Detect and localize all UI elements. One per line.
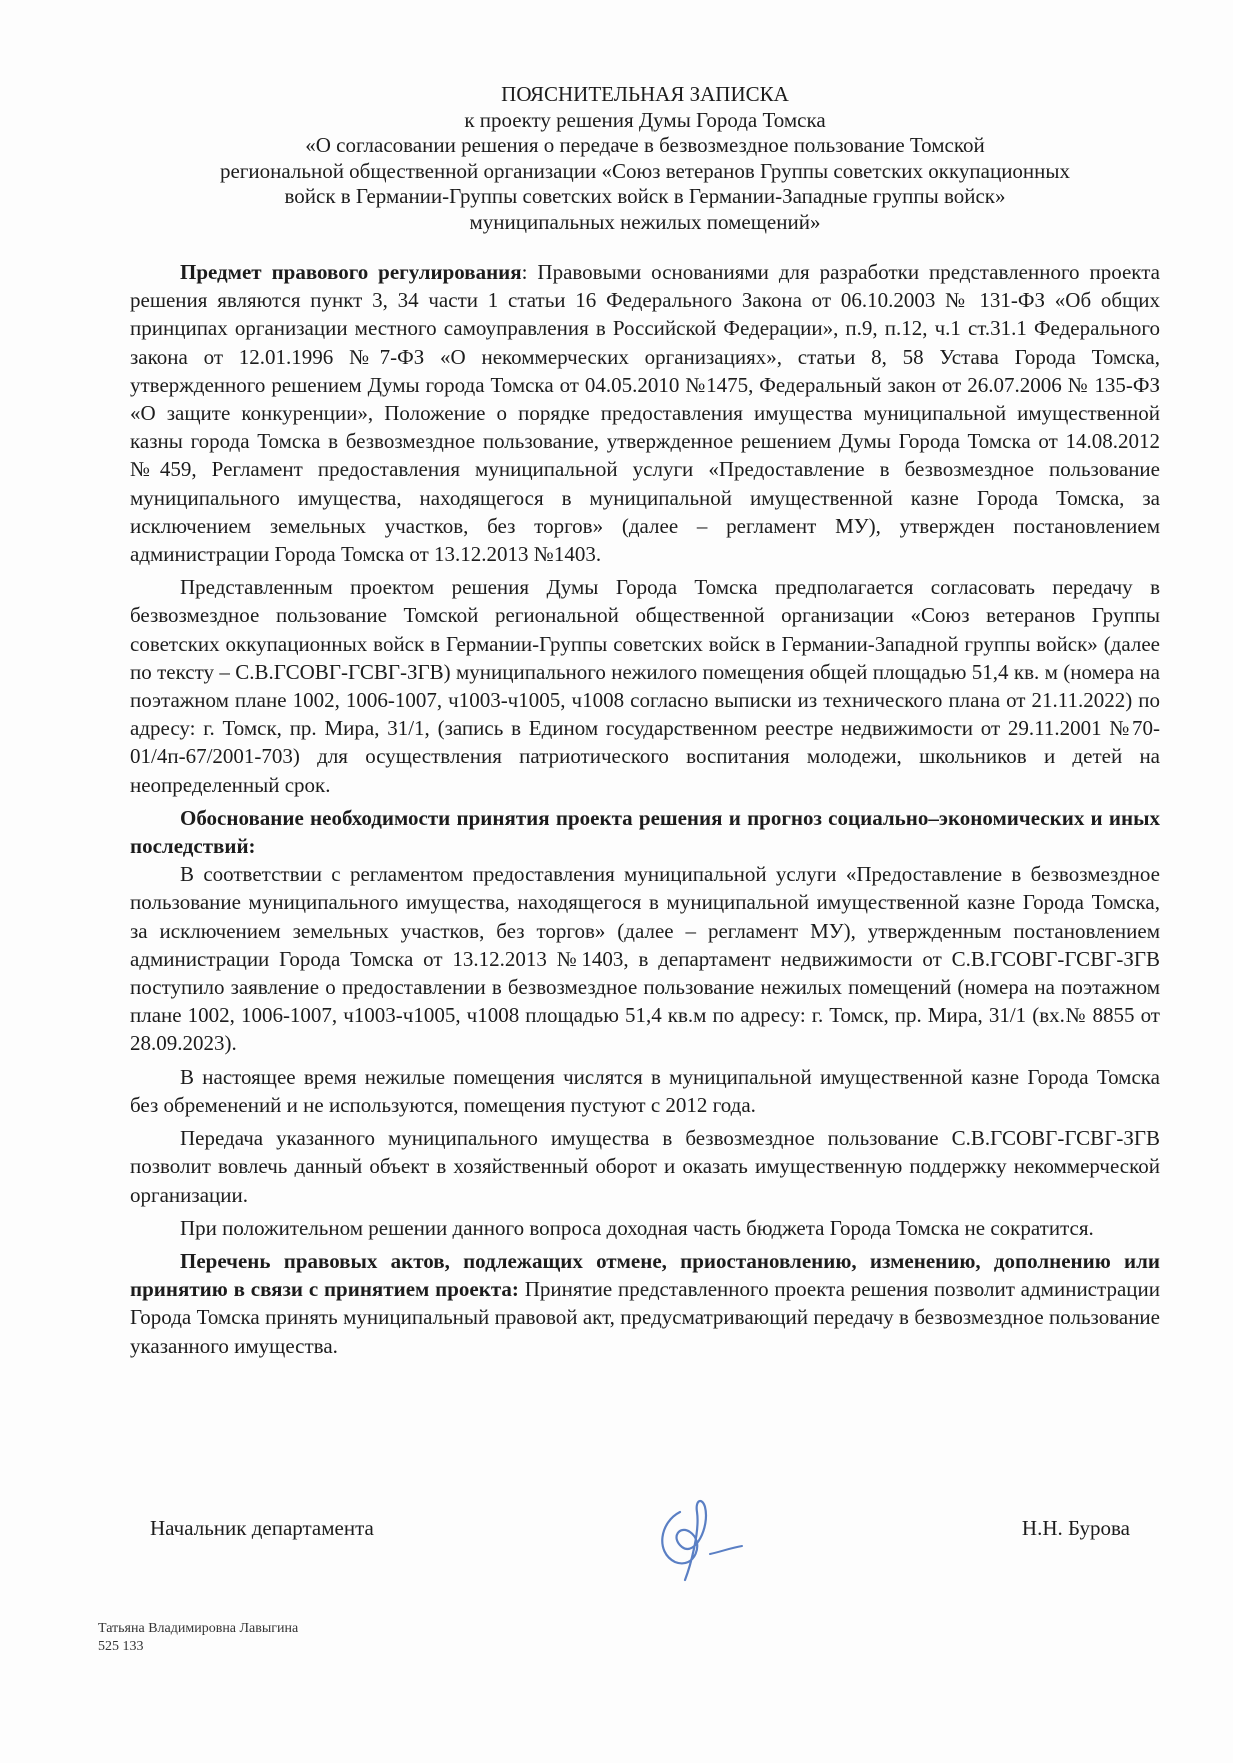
heading-legal-acts: Перечень правовых актов, подлежащих отмене, приостановлению, изменению, дополнению или принятию в связи с принятием проекта: bbox=[130, 1248, 1160, 1302]
paragraph-budget bbox=[130, 1214, 1160, 1242]
signer-position: Начальник департамента bbox=[150, 1516, 374, 1540]
heading-justification: Обоснование необходимости принятия проекта решения и прогноз социально–экономических и иных последствий: bbox=[130, 805, 1160, 859]
document-body bbox=[130, 258, 1160, 1360]
title-line-2: «О согласовании решения о передаче в безвозмездное пользование Томской bbox=[305, 133, 985, 157]
paragraph-legal-acts bbox=[130, 1247, 1160, 1360]
paragraph-regulation-subject bbox=[130, 258, 1160, 568]
heading-regulation-subject: Предмет правового регулирования bbox=[180, 260, 522, 284]
text-regulation-subject: : Правовыми основаниями для разработки представленного проекта решения являются пункт 3, 34 части 1 статьи 16 Федерального Закона от 06.10.2003 № 131-ФЗ «Об общих принципах организации местного самоуправления в Российской Федерации», п.9, п.12, ч.1 ст.31.1 Федерального закона от 12.01.1996 №7-ФЗ «О некоммерческих организациях», статьи 8, 58 Устава Города Томска, утвержденного решением Думы города Томска от 04.05.2010 №1475, Федеральный закон от 26.07.2006 № 135-ФЗ «О защите конкуренции», Положение о порядке предоставления имущества муниципальной имущественной казны города Томска в безвозмездное пользование, утвержденное решением Думы Города Томска от 14.08.2012 №459, Регламент предоставления муниципальной услуги «Предоставление в безвозмездное пользование муниципального имущества, находящегося в муниципальной имущественной казне Города Томска, за исключением земельных участков, без торгов» (далее – регламент МУ), утвержден постановлением администрации Города Томска от 13.12.2013 №1403. bbox=[130, 260, 1160, 567]
text-proposal: Представленным проектом решения Думы Города Томска предполагается согласовать передачу в безвозмездное пользование Томской региональной общественной организации «Союз ветеранов Группы советских оккупационных войск в Германии-Группы советских войск в Германии-Западной группы войск» (далее по тексту – С.В.ГСОВГ-ГСВГ-ЗГВ) муниципального нежилого помещения общей площадью 51,4 кв. м (номера на поэтажном плане 1002, 1006-1007, ч1003-ч1005, ч1008 согласно выписки из технического плана от 21.11.2022) по адресу: г. Томск, пр. Мира, 31/1, (запись в Едином государственном реестре недвижимости от 29.11.2001 №70-01/4п-67/2001-703) для осуществления патриотического воспитания молодежи, школьников и детей на неопределенный срок. bbox=[130, 575, 1160, 797]
executor-name: Татьяна Владимировна Лавыгина bbox=[98, 1621, 299, 1636]
document-title: ПОЯСНИТЕЛЬНАЯ ЗАПИСКА bbox=[501, 82, 789, 106]
text-legal-acts: Принятие представленного проекта решения позволит администрации Города Томска принять муниципальный правовой акт, предусматривающий передачу в безвозмездное пользование указанного имущества. bbox=[130, 1277, 1160, 1358]
handwritten-signature bbox=[650, 1492, 770, 1584]
paragraph-current-status bbox=[130, 1063, 1160, 1119]
text-transfer-effect: Передача указанного муниципального имущества в безвозмездное пользование С.В.ГСОВГ-ГСВГ-ЗГВ позволит вовлечь данный объект в хозяйственный оборот и оказать имущественную поддержку некоммерческой организации. bbox=[130, 1126, 1160, 1207]
executor-phone: 525 133 bbox=[98, 1639, 144, 1654]
title-line-3: региональной общественной организации «Союз ветеранов Группы советских оккупационных bbox=[219, 158, 1071, 183]
signer-name: Н.Н. Бурова bbox=[1021, 1516, 1130, 1540]
paragraph-application bbox=[130, 860, 1160, 1057]
title-line-1: к проекту решения Думы Города Томска bbox=[464, 107, 826, 132]
title-line-5: муниципальных нежилых помещений» bbox=[469, 209, 821, 234]
paragraph-transfer-effect bbox=[130, 1124, 1160, 1209]
text-budget: При положительном решении данного вопроса доходная часть бюджета Города Томска не сократится. bbox=[180, 1215, 1094, 1240]
paragraph-justification-heading bbox=[130, 804, 1160, 860]
paragraph-proposal bbox=[130, 573, 1160, 799]
text-application: В соответствии с регламентом предоставления муниципальной услуги «Предоставление в безвозмездное пользование муниципального имущества, находящегося в муниципальной имущественной казне Города Томска, за исключением земельных участков, без торгов» (далее – регламент МУ), утвержденным постановлением администрации Города Томска от 13.12.2013 №1403, в департамент недвижимости от С.В.ГСОВГ-ГСВГ-ЗГВ поступило заявление о предоставлении в безвозмездное пользование нежилых помещений (номера на поэтажном плане 1002, 1006-1007, ч1003-ч1005, ч1008 площадью 51,4 кв.м по адресу: г. Томск, пр. Мира, 31/1 (вх.№ 8855 от 28.09.2023). bbox=[130, 862, 1160, 1056]
title-block bbox=[130, 82, 1160, 235]
title-line-4: войск в Германии-Группы советских войск в Германии-Западные группы войск» bbox=[284, 184, 1006, 208]
executor-info bbox=[98, 1620, 298, 1656]
signature-row bbox=[150, 1510, 1130, 1600]
text-current-status: В настоящее время нежилые помещения числятся в муниципальной имущественной казне Города Томска без обременений и не используются, помещения пустуют с 2012 года. bbox=[130, 1064, 1160, 1117]
